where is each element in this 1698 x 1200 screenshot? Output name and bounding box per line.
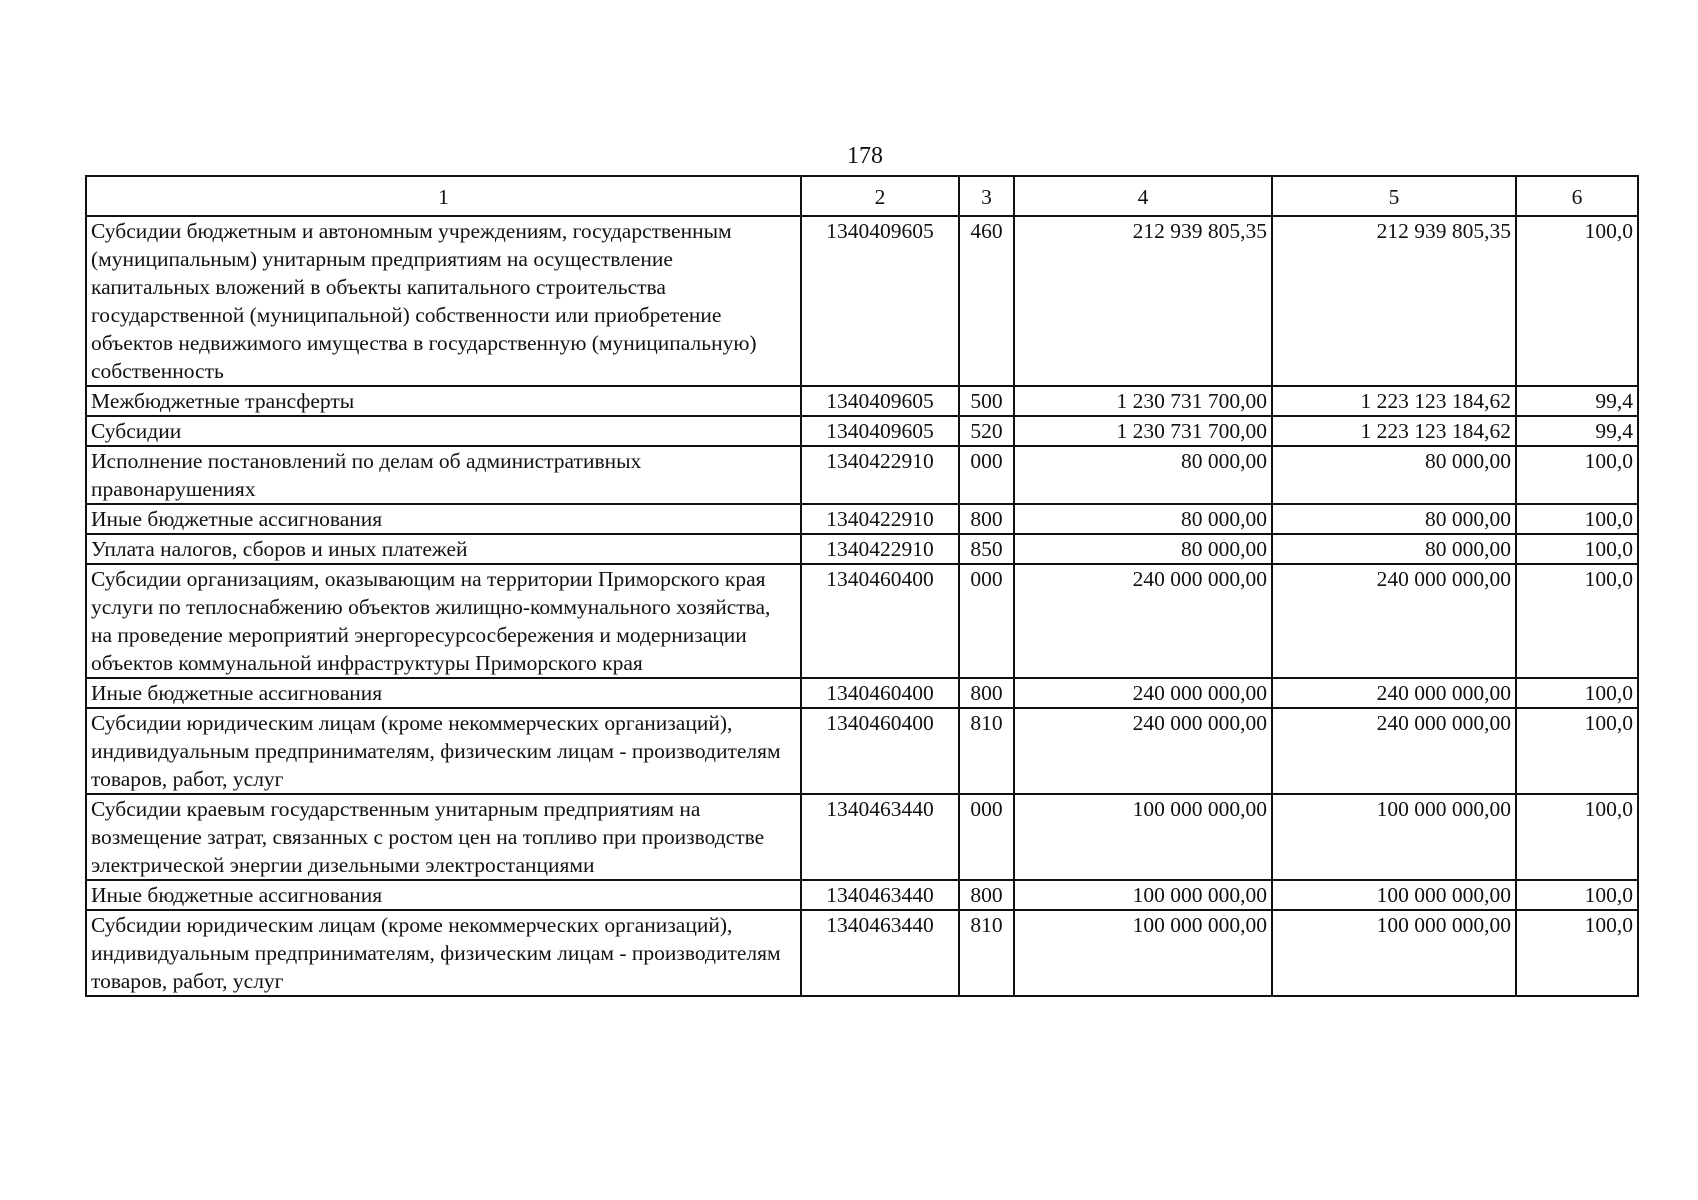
row-plan-amount: 100 000 000,00 xyxy=(1014,910,1272,996)
page-number: 178 xyxy=(847,143,883,169)
header-row xyxy=(86,176,1638,216)
row-percent: 100,0 xyxy=(1516,794,1638,880)
row-code: 1340463440 xyxy=(801,794,959,880)
row-name: Субсидии юридическим лицам (кроме некоммерческих организаций), индивидуальным предпринимателям, физическим лицам - производителям товаров, работ, услуг xyxy=(86,708,801,794)
row-fact-amount: 100 000 000,00 xyxy=(1272,910,1516,996)
row-code: 1340422910 xyxy=(801,446,959,504)
table-row xyxy=(86,416,1638,446)
row-percent: 100,0 xyxy=(1516,216,1638,386)
row-percent: 100,0 xyxy=(1516,910,1638,996)
row-plan-amount: 240 000 000,00 xyxy=(1014,564,1272,678)
row-name: Иные бюджетные ассигнования xyxy=(86,880,801,910)
row-plan-amount: 240 000 000,00 xyxy=(1014,678,1272,708)
row-fact-amount: 80 000,00 xyxy=(1272,534,1516,564)
row-code: 1340463440 xyxy=(801,880,959,910)
row-plan-amount: 100 000 000,00 xyxy=(1014,794,1272,880)
column-header: 5 xyxy=(1272,176,1516,216)
row-code: 1340463440 xyxy=(801,910,959,996)
row-plan-amount: 80 000,00 xyxy=(1014,504,1272,534)
row-percent: 100,0 xyxy=(1516,678,1638,708)
row-name: Субсидии xyxy=(86,416,801,446)
row-expense-type: 800 xyxy=(959,880,1014,910)
table-row xyxy=(86,678,1638,708)
row-percent: 100,0 xyxy=(1516,708,1638,794)
column-header: 1 xyxy=(86,176,801,216)
row-code: 1340460400 xyxy=(801,564,959,678)
row-plan-amount: 240 000 000,00 xyxy=(1014,708,1272,794)
table-row xyxy=(86,564,1638,678)
row-name: Субсидии бюджетным и автономным учреждениям, государственным (муниципальным) унитарным предприятиям на осуществление капитальных вложений в объекты капитального строительства государственной (муниципальной) собственности или приобретение объектов недвижимого имущества в государственную (муниципальную) собственность xyxy=(86,216,801,386)
row-name: Субсидии организациям, оказывающим на территории Приморского края услуги по теплоснабжению объектов жилищно-коммунального хозяйства, на проведение мероприятий энергоресурсосбережения и модернизации объектов коммунальной инфраструктуры Приморского края xyxy=(86,564,801,678)
row-percent: 100,0 xyxy=(1516,504,1638,534)
row-percent: 100,0 xyxy=(1516,564,1638,678)
row-expense-type: 800 xyxy=(959,678,1014,708)
table-row xyxy=(86,446,1638,504)
row-name: Иные бюджетные ассигнования xyxy=(86,678,801,708)
row-plan-amount: 212 939 805,35 xyxy=(1014,216,1272,386)
row-name: Исполнение постановлений по делам об административных правонарушениях xyxy=(86,446,801,504)
row-code: 1340409605 xyxy=(801,386,959,416)
row-code: 1340409605 xyxy=(801,216,959,386)
row-name: Межбюджетные трансферты xyxy=(86,386,801,416)
row-code: 1340460400 xyxy=(801,678,959,708)
row-code: 1340460400 xyxy=(801,708,959,794)
row-fact-amount: 80 000,00 xyxy=(1272,504,1516,534)
row-code: 1340422910 xyxy=(801,534,959,564)
row-fact-amount: 100 000 000,00 xyxy=(1272,794,1516,880)
table-row xyxy=(86,386,1638,416)
row-plan-amount: 80 000,00 xyxy=(1014,534,1272,564)
row-fact-amount: 1 223 123 184,62 xyxy=(1272,386,1516,416)
row-percent: 100,0 xyxy=(1516,534,1638,564)
row-expense-type: 850 xyxy=(959,534,1014,564)
row-fact-amount: 80 000,00 xyxy=(1272,446,1516,504)
row-fact-amount: 240 000 000,00 xyxy=(1272,708,1516,794)
row-expense-type: 000 xyxy=(959,564,1014,678)
table-row xyxy=(86,880,1638,910)
table-row xyxy=(86,504,1638,534)
table-row xyxy=(86,708,1638,794)
row-expense-type: 810 xyxy=(959,910,1014,996)
row-fact-amount: 240 000 000,00 xyxy=(1272,678,1516,708)
column-header: 2 xyxy=(801,176,959,216)
row-name: Иные бюджетные ассигнования xyxy=(86,504,801,534)
row-percent: 99,4 xyxy=(1516,386,1638,416)
row-expense-type: 000 xyxy=(959,446,1014,504)
row-plan-amount: 1 230 731 700,00 xyxy=(1014,386,1272,416)
row-expense-type: 520 xyxy=(959,416,1014,446)
column-header: 6 xyxy=(1516,176,1638,216)
row-expense-type: 810 xyxy=(959,708,1014,794)
row-fact-amount: 212 939 805,35 xyxy=(1272,216,1516,386)
row-expense-type: 460 xyxy=(959,216,1014,386)
row-plan-amount: 1 230 731 700,00 xyxy=(1014,416,1272,446)
row-expense-type: 000 xyxy=(959,794,1014,880)
row-expense-type: 500 xyxy=(959,386,1014,416)
column-header: 4 xyxy=(1014,176,1272,216)
table-row xyxy=(86,910,1638,996)
row-name: Субсидии юридическим лицам (кроме некоммерческих организаций), индивидуальным предпринимателям, физическим лицам - производителям товаров, работ, услуг xyxy=(86,910,801,996)
row-expense-type: 800 xyxy=(959,504,1014,534)
row-percent: 100,0 xyxy=(1516,446,1638,504)
row-fact-amount: 240 000 000,00 xyxy=(1272,564,1516,678)
row-fact-amount: 1 223 123 184,62 xyxy=(1272,416,1516,446)
row-name: Уплата налогов, сборов и иных платежей xyxy=(86,534,801,564)
table-row xyxy=(86,794,1638,880)
row-code: 1340409605 xyxy=(801,416,959,446)
row-code: 1340422910 xyxy=(801,504,959,534)
table-row xyxy=(86,534,1638,564)
row-plan-amount: 100 000 000,00 xyxy=(1014,880,1272,910)
row-percent: 99,4 xyxy=(1516,416,1638,446)
row-name: Субсидии краевым государственным унитарным предприятиям на возмещение затрат, связанных с ростом цен на топливо при производстве электрической энергии дизельными электростанциями xyxy=(86,794,801,880)
row-plan-amount: 80 000,00 xyxy=(1014,446,1272,504)
budget-table xyxy=(85,175,1639,997)
row-fact-amount: 100 000 000,00 xyxy=(1272,880,1516,910)
table-row xyxy=(86,216,1638,386)
row-percent: 100,0 xyxy=(1516,880,1638,910)
column-header: 3 xyxy=(959,176,1014,216)
